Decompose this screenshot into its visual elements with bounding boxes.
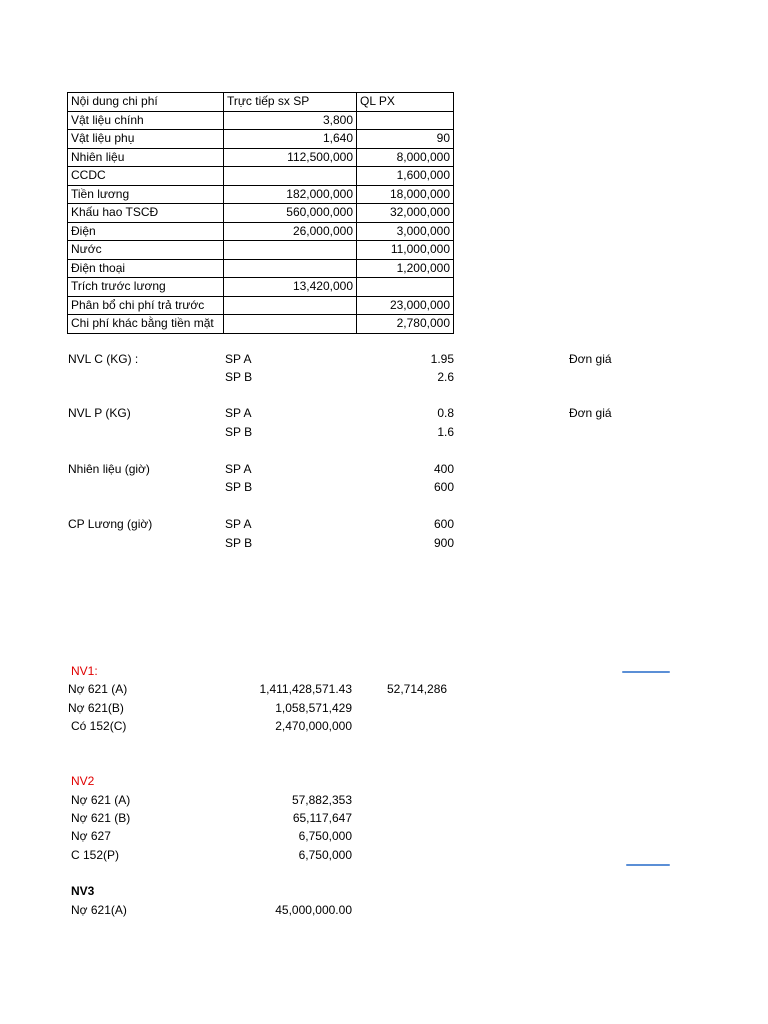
quantity-value: 1.6	[437, 425, 454, 439]
table-cell: Điện	[68, 222, 224, 241]
table-cell	[357, 111, 454, 130]
table-cell	[224, 315, 357, 334]
table-cell: 182,000,000	[224, 185, 357, 204]
quantity-value: 400	[433, 462, 454, 476]
table-row	[68, 315, 454, 334]
table-cell	[357, 278, 454, 297]
table-cell: 3,800	[224, 111, 357, 130]
entry-title: NV1:	[71, 664, 98, 678]
quantity-label: Nhiên liệu (giờ)	[68, 462, 150, 476]
entry-line-label: C 152(P)	[71, 848, 120, 862]
table-row	[68, 204, 454, 223]
table-cell: Điện thoại	[68, 259, 224, 278]
product-label: SP A	[225, 406, 252, 420]
table-cell: 112,500,000	[224, 148, 357, 167]
entry-line-label: Nợ 621(B)	[68, 701, 124, 715]
header-cell: Trực tiếp sx SP	[224, 93, 357, 112]
table-cell: 23,000,000	[357, 296, 454, 315]
table-cell: 560,000,000	[224, 204, 357, 223]
quantity-value: 1.95	[430, 352, 454, 366]
entry-line-value: 6,750,000	[298, 829, 352, 843]
product-label: SP A	[225, 462, 252, 476]
quantity-value: 600	[433, 480, 454, 494]
quantity-label: NVL P (KG)	[68, 406, 131, 420]
quantity-label: NVL C (KG) :	[68, 352, 139, 366]
table-cell	[224, 167, 357, 186]
table-row	[68, 167, 454, 186]
table-row	[68, 130, 454, 149]
entry-line-value: 45,000,000.00	[275, 903, 352, 917]
table-cell: 13,420,000	[224, 278, 357, 297]
entry-title: NV2	[71, 774, 95, 788]
table-cell: Nước	[68, 241, 224, 260]
cost-table	[67, 92, 454, 334]
product-label: SP B	[225, 480, 253, 494]
table-cell: 1,640	[224, 130, 357, 149]
product-label: SP A	[225, 352, 252, 366]
table-cell: Vật liệu phụ	[68, 130, 224, 149]
entry-line-label: Nợ 621(A)	[71, 903, 127, 917]
header-cell: Nội dung chi phí	[68, 93, 224, 112]
table-cell: 8,000,000	[357, 148, 454, 167]
table-cell	[224, 259, 357, 278]
table-cell: 11,000,000	[357, 241, 454, 260]
entry-line-value: 6,750,000	[298, 848, 352, 862]
entry-line-extra: 52,714,286	[387, 682, 448, 696]
unit-price-label: Đơn giá	[569, 352, 612, 366]
table-cell: 32,000,000	[357, 204, 454, 223]
table-cell	[224, 296, 357, 315]
product-label: SP B	[225, 425, 253, 439]
table-cell: 90	[357, 130, 454, 149]
entry-line-value: 2,470,000,000	[275, 719, 352, 733]
quantity-value: 0.8	[437, 406, 454, 420]
table-cell: CCDC	[68, 167, 224, 186]
entry-line-value: 57,882,353	[291, 793, 352, 807]
unit-price-label: Đơn giá	[569, 406, 612, 420]
table-row	[68, 241, 454, 260]
table-cell: 1,200,000	[357, 259, 454, 278]
entry-title: NV3	[71, 884, 95, 898]
table-cell: Phân bổ chi phí trả trước	[68, 296, 224, 315]
quantity-value: 2.6	[437, 370, 454, 384]
header-cell: QL PX	[357, 93, 454, 112]
quantity-label: CP Lương (giờ)	[68, 517, 153, 531]
table-cell: 3,000,000	[357, 222, 454, 241]
table-row	[68, 259, 454, 278]
entry-line-value: 1,411,428,571.43	[259, 682, 352, 696]
table-cell: Vật liệu chính	[68, 111, 224, 130]
entry-line-label: Nợ 621 (B)	[71, 811, 131, 825]
table-cell: 1,600,000	[357, 167, 454, 186]
entry-line-label: Nợ 627	[71, 829, 111, 843]
table-cell: Trích trước lương	[68, 278, 224, 297]
table-cell	[224, 241, 357, 260]
table-cell: Tiền lương	[68, 185, 224, 204]
table-cell: 18,000,000	[357, 185, 454, 204]
table-row	[68, 111, 454, 130]
table-cell: Nhiên liệu	[68, 148, 224, 167]
table-cell: Khấu hao TSCĐ	[68, 204, 224, 223]
product-label: SP B	[225, 370, 253, 384]
table-row	[68, 278, 454, 297]
blue-underline-mark	[626, 864, 670, 866]
table-row	[68, 222, 454, 241]
entry-line-label: Có 152(C)	[71, 719, 127, 733]
blue-underline-mark	[622, 671, 670, 673]
table-row	[68, 185, 454, 204]
entry-line-label: Nợ 621 (A)	[71, 793, 131, 807]
quantity-value: 900	[433, 536, 454, 550]
quantity-value: 600	[433, 517, 454, 531]
table-row	[68, 148, 454, 167]
product-label: SP B	[225, 536, 253, 550]
entry-line-value: 1,058,571,429	[275, 701, 352, 715]
table-cell: Chi phí khác bằng tiền mặt	[68, 315, 224, 334]
table-header-row	[68, 93, 454, 112]
entry-line-label: Nợ 621 (A)	[68, 682, 128, 696]
table-cell: 2,780,000	[357, 315, 454, 334]
product-label: SP A	[225, 517, 252, 531]
table-cell: 26,000,000	[224, 222, 357, 241]
entry-line-value: 65,117,647	[292, 811, 352, 825]
table-row	[68, 296, 454, 315]
